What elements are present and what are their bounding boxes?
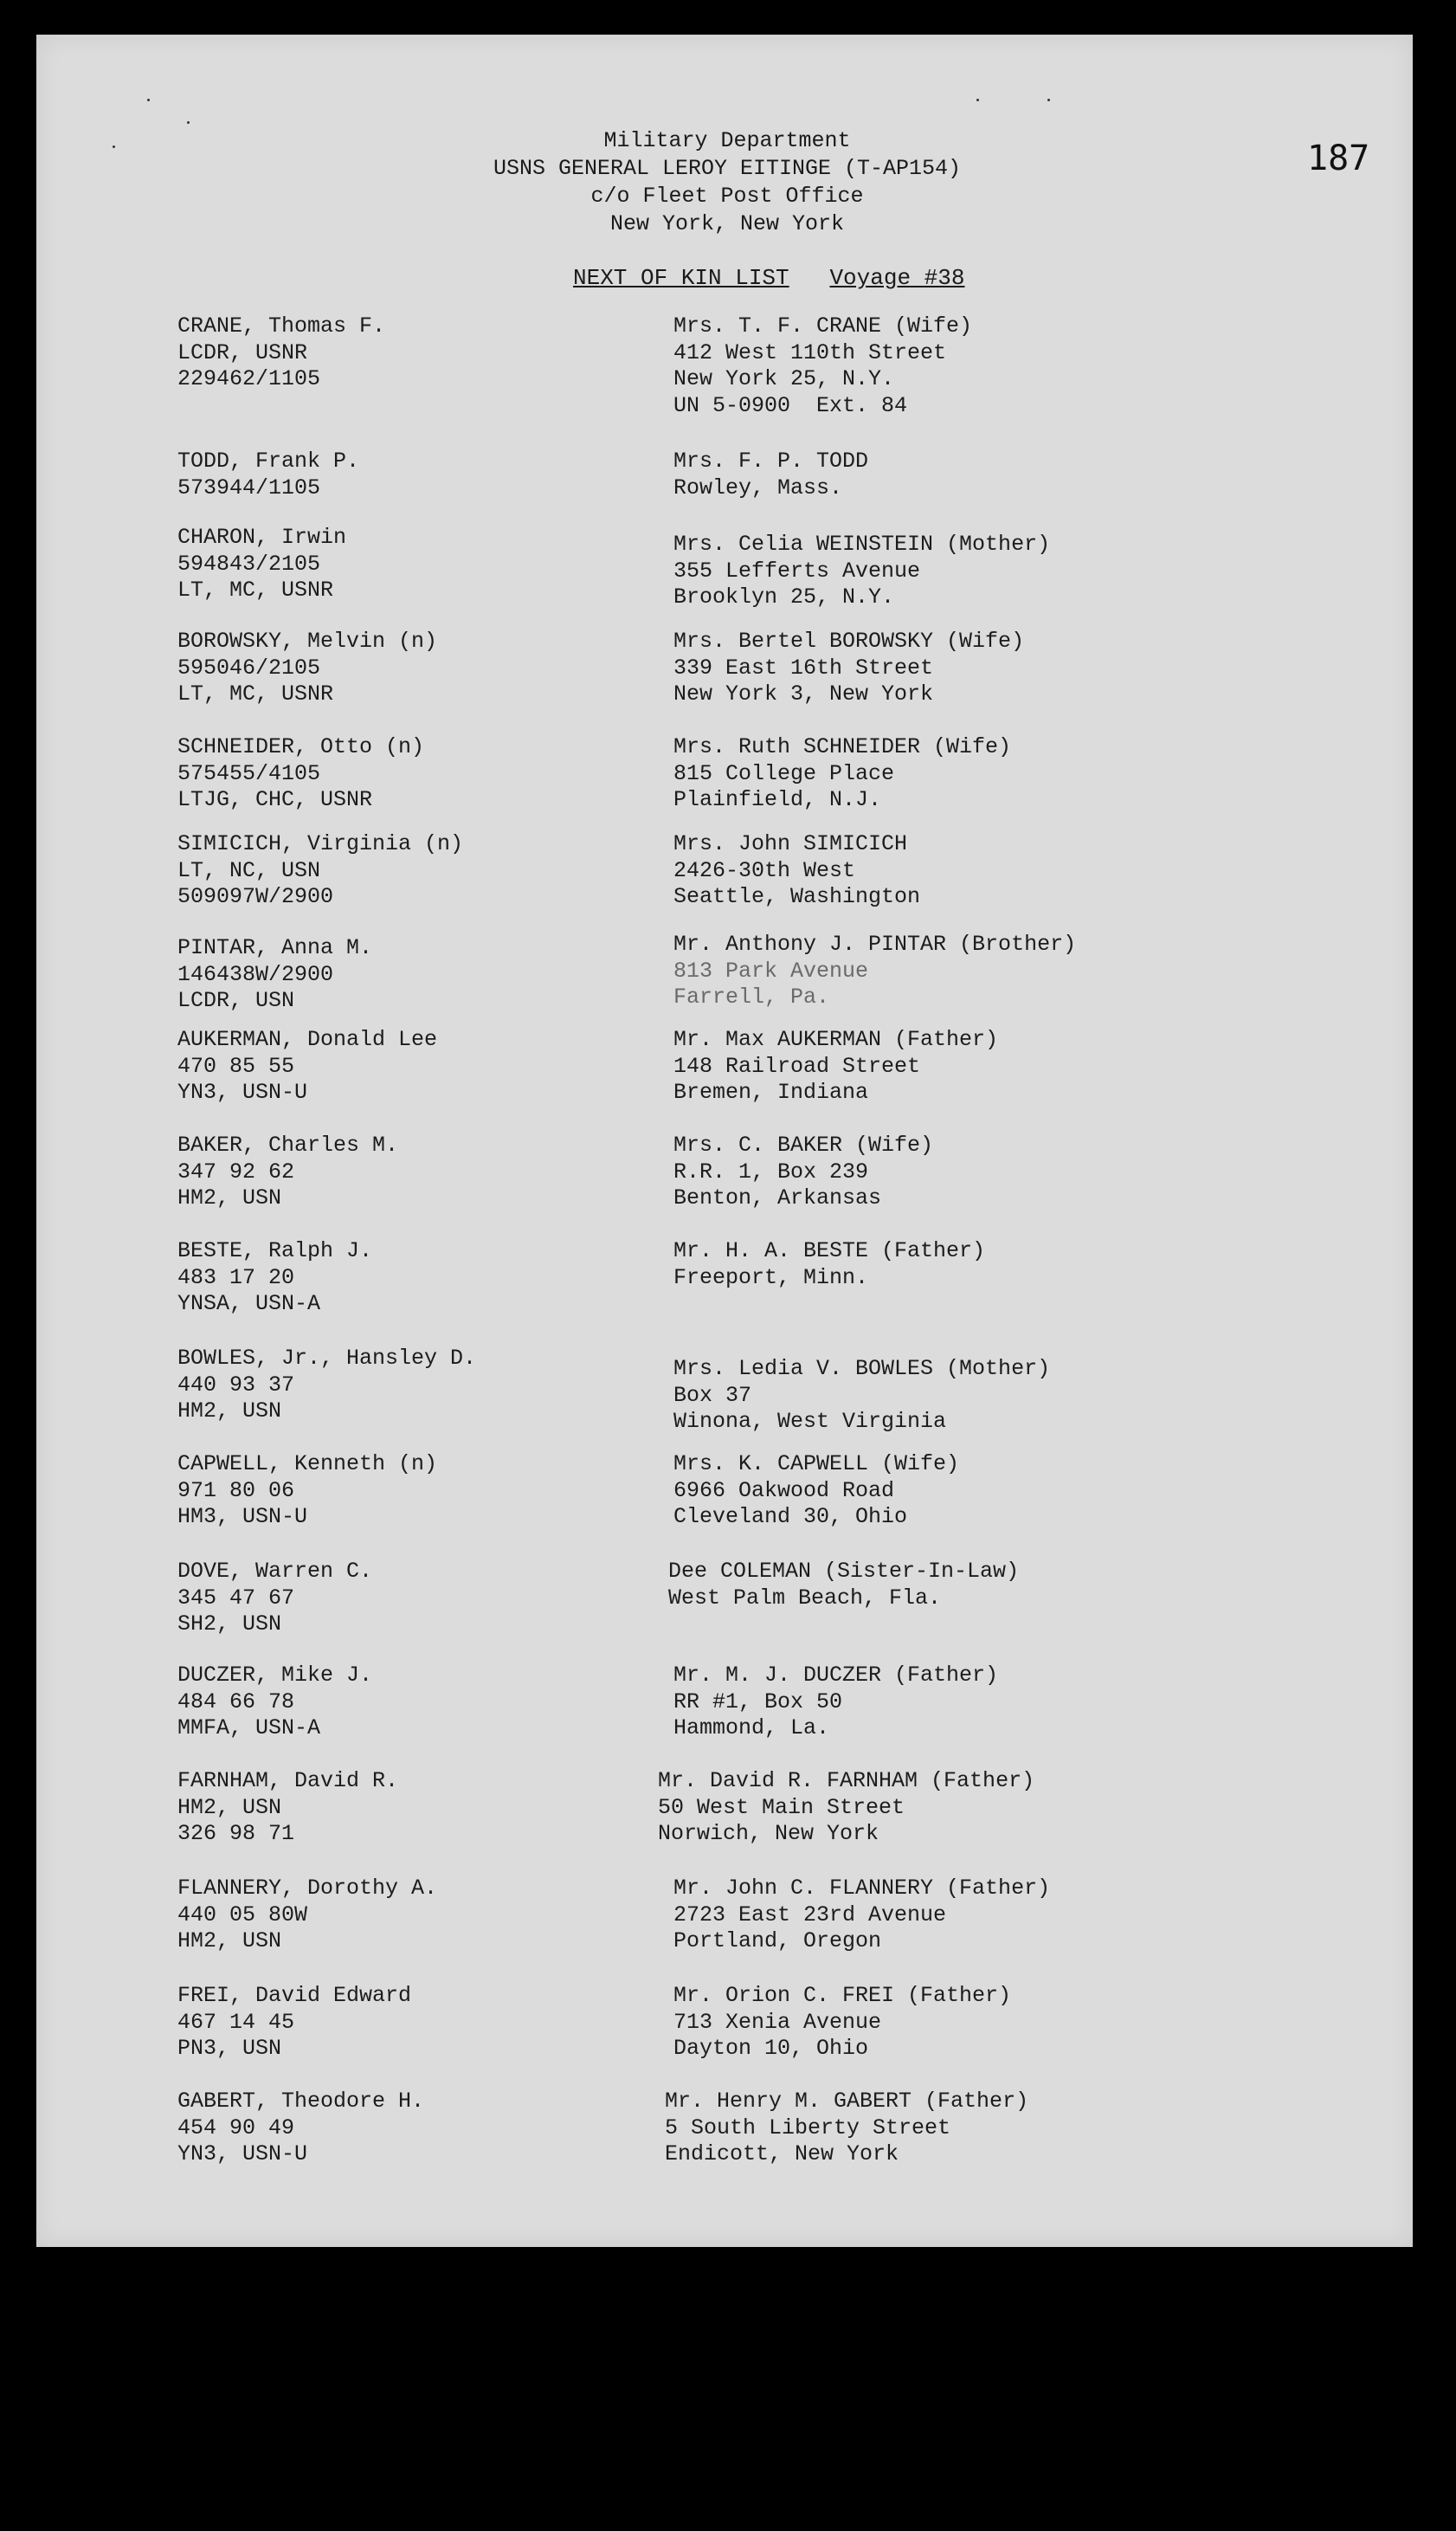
member-name: BESTE, Ralph J. — [177, 1238, 373, 1263]
next-of-kin-block — [673, 734, 1011, 814]
service-member-block — [177, 525, 346, 604]
kin-address-line: 50 West Main Street — [658, 1794, 905, 1820]
kin-name: Mrs. K. CAPWELL (Wife) — [673, 1451, 960, 1476]
service-member-block — [177, 313, 385, 393]
member-detail: 347 92 62 — [177, 1159, 295, 1185]
service-member-block — [177, 1768, 398, 1848]
kin-address-line: 5 South Liberty Street — [665, 2115, 951, 2140]
kin-address-line: 412 West 110th Street — [673, 339, 947, 365]
kin-address-line: UN 5-0900 Ext. 84 — [673, 392, 908, 418]
kin-address-line: Plainfield, N.J. — [673, 787, 882, 812]
member-name: SIMICICH, Virginia (n) — [177, 831, 464, 856]
member-detail: HM2, USN — [177, 1185, 282, 1211]
member-detail: 573944/1105 — [177, 475, 321, 500]
member-name: FARNHAM, David R. — [177, 1768, 399, 1793]
member-detail: SH2, USN — [177, 1611, 282, 1637]
service-member-block — [177, 629, 437, 708]
kin-address-line: Portland, Oregon — [673, 1928, 882, 1953]
service-member-block — [177, 1559, 372, 1638]
service-member-block — [177, 734, 424, 814]
kin-address-line: 2723 East 23rd Avenue — [673, 1901, 947, 1927]
member-name: CAPWELL, Kenneth (n) — [177, 1451, 438, 1476]
kin-address-line: RR #1, Box 50 — [673, 1688, 843, 1714]
kin-name: Mr. Max AUKERMAN (Father) — [673, 1027, 999, 1052]
next-of-kin-block — [673, 831, 920, 911]
member-name: PINTAR, Anna M. — [177, 935, 373, 960]
member-detail: 345 47 67 — [177, 1585, 295, 1611]
kin-name: Mrs. John SIMICICH — [673, 831, 908, 856]
service-member-block — [177, 1876, 437, 1955]
kin-name: Mrs. Ledia V. BOWLES (Mother) — [673, 1356, 1051, 1381]
member-detail: 146438W/2900 — [177, 961, 334, 987]
member-detail: 326 98 71 — [177, 1821, 295, 1846]
member-detail: 454 90 49 — [177, 2115, 295, 2140]
kin-address-line: Freeport, Minn. — [673, 1264, 869, 1290]
kin-address-line: Box 37 — [673, 1382, 752, 1408]
header-line-3: c/o Fleet Post Office — [590, 184, 864, 209]
member-detail: 483 17 20 — [177, 1264, 295, 1290]
next-of-kin-block — [673, 1876, 1050, 1955]
service-member-block — [177, 1133, 398, 1212]
member-detail: LT, MC, USNR — [177, 681, 334, 707]
member-detail: LT, NC, USN — [177, 857, 321, 883]
kin-address-line: 355 Lefferts Avenue — [673, 558, 921, 584]
next-of-kin-block — [673, 1027, 998, 1107]
kin-address-line: New York 3, New York — [673, 681, 934, 707]
kin-address-line: 148 Railroad Street — [673, 1053, 921, 1079]
member-name: FLANNERY, Dorothy A. — [177, 1876, 438, 1901]
kin-address-line: Hammond, La. — [673, 1715, 830, 1740]
kin-address-line: Benton, Arkansas — [673, 1185, 882, 1211]
member-detail: HM3, USN-U — [177, 1504, 308, 1529]
next-of-kin-block — [673, 629, 1024, 708]
member-detail: 971 80 06 — [177, 1477, 295, 1503]
kin-address-line: Dayton 10, Ohio — [673, 2036, 869, 2061]
kin-name: Mrs. T. F. CRANE (Wife) — [673, 313, 973, 339]
member-detail: LTJG, CHC, USNR — [177, 787, 373, 812]
member-detail: 229462/1105 — [177, 366, 321, 391]
kin-address-line: New York 25, N.Y. — [673, 366, 895, 391]
kin-address-line: 813 Park Avenue — [673, 958, 869, 984]
next-of-kin-block — [673, 532, 1050, 611]
kin-name: Mrs. Ruth SCHNEIDER (Wife) — [673, 734, 1012, 759]
member-name: BOROWSKY, Melvin (n) — [177, 629, 438, 654]
header-line-2: USNS GENERAL LEROY EITINGE (T-AP154) — [493, 156, 962, 181]
kin-address-line: Brooklyn 25, N.Y. — [673, 584, 895, 610]
kin-address-line: Rowley, Mass. — [673, 475, 843, 500]
service-member-block — [177, 831, 463, 911]
header-line-1: Military Department — [603, 128, 851, 153]
member-name: CHARON, Irwin — [177, 525, 347, 550]
kin-address-line: Bremen, Indiana — [673, 1080, 869, 1105]
speck — [147, 99, 150, 101]
service-member-block — [177, 1346, 476, 1425]
member-detail: LT, MC, USNR — [177, 578, 334, 603]
service-member-block — [177, 1663, 372, 1742]
kin-name: Mrs. Bertel BOROWSKY (Wife) — [673, 629, 1025, 654]
kin-address-line: West Palm Beach, Fla. — [668, 1585, 942, 1611]
next-of-kin-block — [673, 1983, 1011, 2063]
member-detail: LCDR, USN — [177, 988, 295, 1013]
member-detail: HM2, USN — [177, 1928, 282, 1953]
member-detail: 595046/2105 — [177, 655, 321, 681]
kin-name: Mr. David R. FARNHAM (Father) — [658, 1768, 1035, 1793]
kin-name: Mr. Anthony J. PINTAR (Brother) — [673, 932, 1077, 957]
next-of-kin-block — [673, 1356, 1050, 1436]
member-detail: 575455/4105 — [177, 760, 321, 786]
member-detail: YN3, USN-U — [177, 2141, 308, 2166]
next-of-kin-block — [668, 1559, 1019, 1611]
member-detail: HM2, USN — [177, 1398, 282, 1424]
next-of-kin-block — [658, 1768, 1034, 1848]
member-detail: YN3, USN-U — [177, 1080, 308, 1105]
member-name: GABERT, Theodore H. — [177, 2089, 425, 2114]
header-line-4: New York, New York — [609, 211, 845, 236]
speck — [113, 145, 115, 148]
voyage-number: Voyage #38 — [829, 265, 965, 291]
kin-address-line: 2426-30th West — [673, 857, 856, 883]
service-member-block — [177, 1983, 411, 2063]
kin-address-line: Cleveland 30, Ohio — [673, 1504, 908, 1529]
service-member-block — [177, 1451, 437, 1531]
kin-address-line: R.R. 1, Box 239 — [673, 1159, 869, 1185]
list-title: NEXT OF KIN LIST — [573, 265, 789, 291]
kin-address-line: Endicott, New York — [665, 2141, 899, 2166]
member-name: FREI, David Edward — [177, 1983, 412, 2008]
kin-name: Mr. Henry M. GABERT (Father) — [665, 2089, 1029, 2114]
kin-address-line: Norwich, New York — [658, 1821, 879, 1846]
member-detail: YNSA, USN-A — [177, 1291, 321, 1316]
member-name: TODD, Frank P. — [177, 449, 360, 474]
next-of-kin-block — [673, 1663, 998, 1742]
member-detail: 470 85 55 — [177, 1053, 295, 1079]
kin-address-line: Farrell, Pa. — [673, 985, 830, 1010]
kin-address-line: 713 Xenia Avenue — [673, 2009, 882, 2035]
kin-address-line: 339 East 16th Street — [673, 655, 934, 681]
speck — [1047, 99, 1050, 101]
member-name: AUKERMAN, Donald Lee — [177, 1027, 438, 1052]
kin-address-line: Winona, West Virginia — [673, 1409, 947, 1434]
member-name: CRANE, Thomas F. — [177, 313, 386, 339]
member-detail: MMFA, USN-A — [177, 1715, 321, 1740]
member-detail: 467 14 45 — [177, 2009, 295, 2035]
member-detail: LCDR, USNR — [177, 339, 308, 365]
next-of-kin-block — [673, 932, 1076, 1011]
member-detail: 440 93 37 — [177, 1372, 295, 1398]
member-detail: PN3, USN — [177, 2036, 282, 2061]
next-of-kin-block — [673, 1133, 933, 1212]
next-of-kin-block — [673, 1451, 959, 1531]
kin-name: Mr. H. A. BESTE (Father) — [673, 1238, 986, 1263]
member-detail: HM2, USN — [177, 1794, 282, 1820]
kin-name: Mrs. Celia WEINSTEIN (Mother) — [673, 532, 1051, 557]
speck — [187, 121, 190, 124]
member-name: DOVE, Warren C. — [177, 1559, 373, 1584]
page-number: 187 — [1307, 139, 1370, 178]
kin-address-line: Seattle, Washington — [673, 884, 921, 909]
next-of-kin-block — [673, 449, 868, 501]
kin-name: Mrs. C. BAKER (Wife) — [673, 1133, 934, 1158]
member-name: BOWLES, Jr., Hansley D. — [177, 1346, 477, 1371]
kin-address-line: 6966 Oakwood Road — [673, 1477, 895, 1503]
service-member-block — [177, 449, 359, 501]
member-name: BAKER, Charles M. — [177, 1133, 399, 1158]
next-of-kin-block — [665, 2089, 1028, 2168]
member-name: SCHNEIDER, Otto (n) — [177, 734, 425, 759]
service-member-block — [177, 1238, 372, 1318]
kin-name: Mr. M. J. DUCZER (Father) — [673, 1663, 999, 1688]
member-detail: 440 05 80W — [177, 1901, 308, 1927]
service-member-block — [177, 935, 372, 1015]
kin-address-line: 815 College Place — [673, 760, 895, 786]
service-member-block — [177, 1027, 437, 1107]
kin-name: Mrs. F. P. TODD — [673, 449, 869, 474]
service-member-block — [177, 2089, 424, 2168]
member-detail: 509097W/2900 — [177, 884, 334, 909]
kin-name: Dee COLEMAN (Sister-In-Law) — [668, 1559, 1020, 1584]
member-detail: 484 66 78 — [177, 1688, 295, 1714]
member-name: DUCZER, Mike J. — [177, 1663, 373, 1688]
next-of-kin-block — [673, 1238, 985, 1291]
kin-name: Mr. Orion C. FREI (Father) — [673, 1983, 1012, 2008]
kin-name: Mr. John C. FLANNERY (Father) — [673, 1876, 1051, 1901]
next-of-kin-block — [673, 313, 972, 419]
speck — [976, 99, 979, 101]
member-detail: 594843/2105 — [177, 551, 321, 577]
list-title-line — [573, 265, 964, 291]
